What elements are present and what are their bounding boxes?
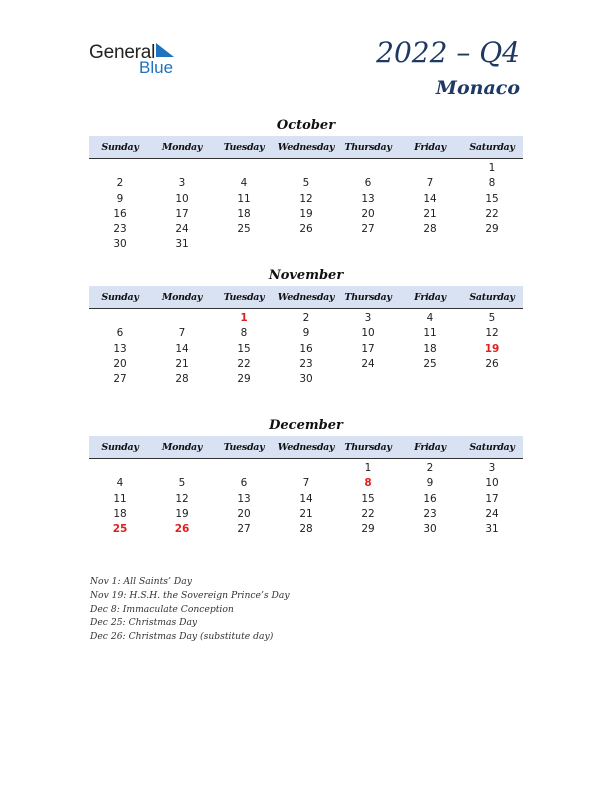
weekday-header: Thursday [344, 292, 392, 303]
day-cell: 4 [426, 312, 434, 324]
day-cell: 15 [361, 492, 375, 505]
week-row [89, 372, 523, 387]
day-cell: 13 [237, 492, 251, 505]
weekday-header: Monday [161, 142, 203, 153]
empty-day-cell [275, 237, 337, 252]
week-row [89, 237, 523, 252]
page-subtitle: Monaco [435, 77, 520, 99]
month-name: December [269, 418, 343, 433]
empty-day-cell [89, 461, 151, 476]
day-cell: 30 [423, 523, 437, 536]
weekday-header: Saturday [469, 442, 515, 453]
day-cell: 20 [361, 207, 375, 220]
day-cell: 9 [116, 192, 124, 205]
day-cell: 14 [423, 192, 437, 205]
day-cell: 10 [361, 327, 375, 340]
day-cell: 26 [299, 223, 313, 236]
day-cell: 23 [423, 507, 437, 520]
day-cell: 11 [423, 327, 437, 340]
empty-day-cell [399, 237, 461, 252]
empty-day-cell [89, 311, 151, 326]
holiday-note: Nov 19: H.S.H. the Sovereign Prince’s Day [90, 589, 290, 601]
day-cell: 18 [113, 507, 127, 520]
day-cell: 31 [175, 238, 189, 251]
holiday-note: Dec 25: Christmas Day [90, 617, 198, 629]
weekday-header: Thursday [344, 442, 392, 453]
day-cell: 11 [113, 492, 127, 505]
day-cell: 12 [175, 492, 189, 505]
day-cell: 4 [116, 477, 124, 490]
empty-day-cell [337, 372, 399, 387]
day-cell: 4 [240, 177, 248, 190]
day-cell: 11 [237, 192, 251, 205]
weekday-header: Monday [161, 442, 203, 453]
week-grid [89, 459, 523, 537]
weekday-header: Saturday [469, 142, 515, 153]
day-cell: 6 [240, 477, 248, 490]
weekday-header: Wednesday [277, 142, 335, 153]
week-row [89, 492, 523, 507]
day-cell: 24 [361, 357, 375, 370]
empty-day-cell [213, 461, 275, 476]
logo-text-blue: Blue [139, 58, 174, 77]
weekday-header-row [89, 286, 523, 309]
holiday-note: Dec 26: Christmas Day (substitute day) [90, 631, 274, 643]
day-cell: 21 [299, 507, 313, 520]
logo-text-general: General [89, 42, 156, 63]
day-cell: 26 [174, 523, 190, 536]
empty-day-cell [151, 461, 213, 476]
weekday-header-row [89, 436, 523, 459]
month-name: November [268, 268, 344, 283]
week-row [89, 342, 523, 357]
day-cell: 23 [299, 357, 313, 370]
month-name: October [276, 118, 336, 133]
day-cell: 8 [488, 177, 496, 190]
page-title: 2022 – Q4 [376, 36, 520, 69]
day-cell: 24 [175, 223, 189, 236]
day-cell: 17 [485, 492, 499, 505]
month-december [89, 416, 523, 537]
empty-day-cell [89, 161, 151, 176]
day-cell: 22 [237, 357, 251, 370]
day-cell: 13 [113, 342, 127, 355]
day-cell: 20 [113, 357, 127, 370]
empty-day-cell [213, 161, 275, 176]
day-cell: 2 [426, 462, 434, 474]
day-cell: 14 [299, 492, 313, 505]
weekday-header: Wednesday [277, 442, 335, 453]
holiday-notes [90, 575, 510, 644]
week-row [89, 161, 523, 176]
day-cell: 16 [299, 342, 313, 355]
week-row [89, 192, 523, 207]
day-cell: 3 [178, 177, 186, 190]
day-cell: 19 [484, 342, 500, 355]
day-cell: 8 [364, 477, 372, 490]
weekday-header: Tuesday [223, 142, 265, 153]
week-row [89, 357, 523, 372]
weekday-header: Sunday [101, 292, 139, 303]
day-cell: 9 [426, 477, 434, 490]
week-row [89, 176, 523, 191]
day-cell: 22 [485, 207, 499, 220]
week-row [89, 311, 523, 326]
week-row [89, 522, 523, 537]
day-cell: 23 [113, 223, 127, 236]
day-cell: 1 [364, 462, 372, 474]
day-cell: 21 [175, 357, 189, 370]
weekday-header: Friday [414, 142, 446, 153]
weekday-header: Wednesday [277, 292, 335, 303]
empty-day-cell [275, 461, 337, 476]
week-row [89, 507, 523, 522]
weekday-header: Tuesday [223, 292, 265, 303]
empty-day-cell [275, 161, 337, 176]
day-cell: 10 [485, 477, 499, 490]
empty-day-cell [151, 161, 213, 176]
day-cell: 1 [488, 162, 496, 174]
month-november [89, 266, 523, 387]
day-cell: 29 [361, 523, 375, 536]
empty-day-cell [461, 237, 523, 252]
weekday-header-row [89, 136, 523, 159]
day-cell: 28 [423, 223, 437, 236]
week-grid [89, 159, 523, 253]
day-cell: 13 [361, 192, 375, 205]
week-row [89, 222, 523, 237]
day-cell: 5 [488, 312, 496, 324]
day-cell: 16 [113, 207, 127, 220]
day-cell: 16 [423, 492, 437, 505]
day-cell: 29 [237, 373, 251, 386]
day-cell: 9 [302, 327, 310, 340]
day-cell: 26 [485, 357, 499, 370]
weekday-header: Friday [414, 442, 446, 453]
empty-day-cell [399, 161, 461, 176]
day-cell: 27 [361, 223, 375, 236]
weekday-header: Monday [161, 292, 203, 303]
day-cell: 19 [299, 207, 313, 220]
day-cell: 27 [113, 373, 127, 386]
day-cell: 12 [299, 192, 313, 205]
day-cell: 22 [361, 507, 375, 520]
day-cell: 25 [112, 523, 128, 536]
day-cell: 30 [299, 373, 313, 386]
day-cell: 18 [237, 207, 251, 220]
day-cell: 25 [423, 357, 437, 370]
day-cell: 5 [178, 477, 186, 490]
week-row [89, 461, 523, 476]
weekday-header: Friday [414, 292, 446, 303]
holiday-note: Dec 8: Immaculate Conception [90, 603, 234, 615]
day-cell: 7 [426, 177, 434, 190]
day-cell: 30 [113, 238, 127, 251]
day-cell: 27 [237, 523, 251, 536]
day-cell: 31 [485, 523, 499, 536]
empty-day-cell [151, 311, 213, 326]
day-cell: 28 [299, 523, 313, 536]
week-grid [89, 309, 523, 387]
month-october [89, 116, 523, 253]
day-cell: 17 [175, 207, 189, 220]
day-cell: 17 [361, 342, 375, 355]
day-cell: 8 [240, 327, 248, 340]
day-cell: 6 [364, 177, 372, 190]
empty-day-cell [337, 237, 399, 252]
day-cell: 25 [237, 223, 251, 236]
day-cell: 15 [237, 342, 251, 355]
day-cell: 2 [302, 312, 310, 324]
empty-day-cell [399, 372, 461, 387]
day-cell: 19 [175, 507, 189, 520]
empty-day-cell [461, 372, 523, 387]
day-cell: 28 [175, 373, 189, 386]
day-cell: 7 [178, 327, 186, 340]
day-cell: 24 [485, 507, 499, 520]
day-cell: 29 [485, 223, 499, 236]
empty-day-cell [337, 161, 399, 176]
day-cell: 20 [237, 507, 251, 520]
day-cell: 6 [116, 327, 124, 340]
day-cell: 14 [175, 342, 189, 355]
brand-logo [89, 42, 189, 76]
weekday-header: Tuesday [223, 442, 265, 453]
day-cell: 21 [423, 207, 437, 220]
day-cell: 7 [302, 477, 310, 490]
day-cell: 10 [175, 192, 189, 205]
week-row [89, 207, 523, 222]
day-cell: 18 [423, 342, 437, 355]
empty-day-cell [213, 237, 275, 252]
weekday-header: Saturday [469, 292, 515, 303]
holiday-note: Nov 1: All Saints’ Day [90, 576, 192, 587]
week-row [89, 476, 523, 491]
day-cell: 3 [488, 462, 496, 474]
day-cell: 12 [485, 327, 499, 340]
day-cell: 5 [302, 177, 310, 190]
day-cell: 15 [485, 192, 499, 205]
day-cell: 1 [240, 312, 248, 324]
week-row [89, 326, 523, 341]
day-cell: 2 [116, 177, 124, 190]
weekday-header: Sunday [101, 442, 139, 453]
weekday-header: Thursday [344, 142, 392, 153]
weekday-header: Sunday [101, 142, 139, 153]
day-cell: 3 [364, 312, 372, 324]
